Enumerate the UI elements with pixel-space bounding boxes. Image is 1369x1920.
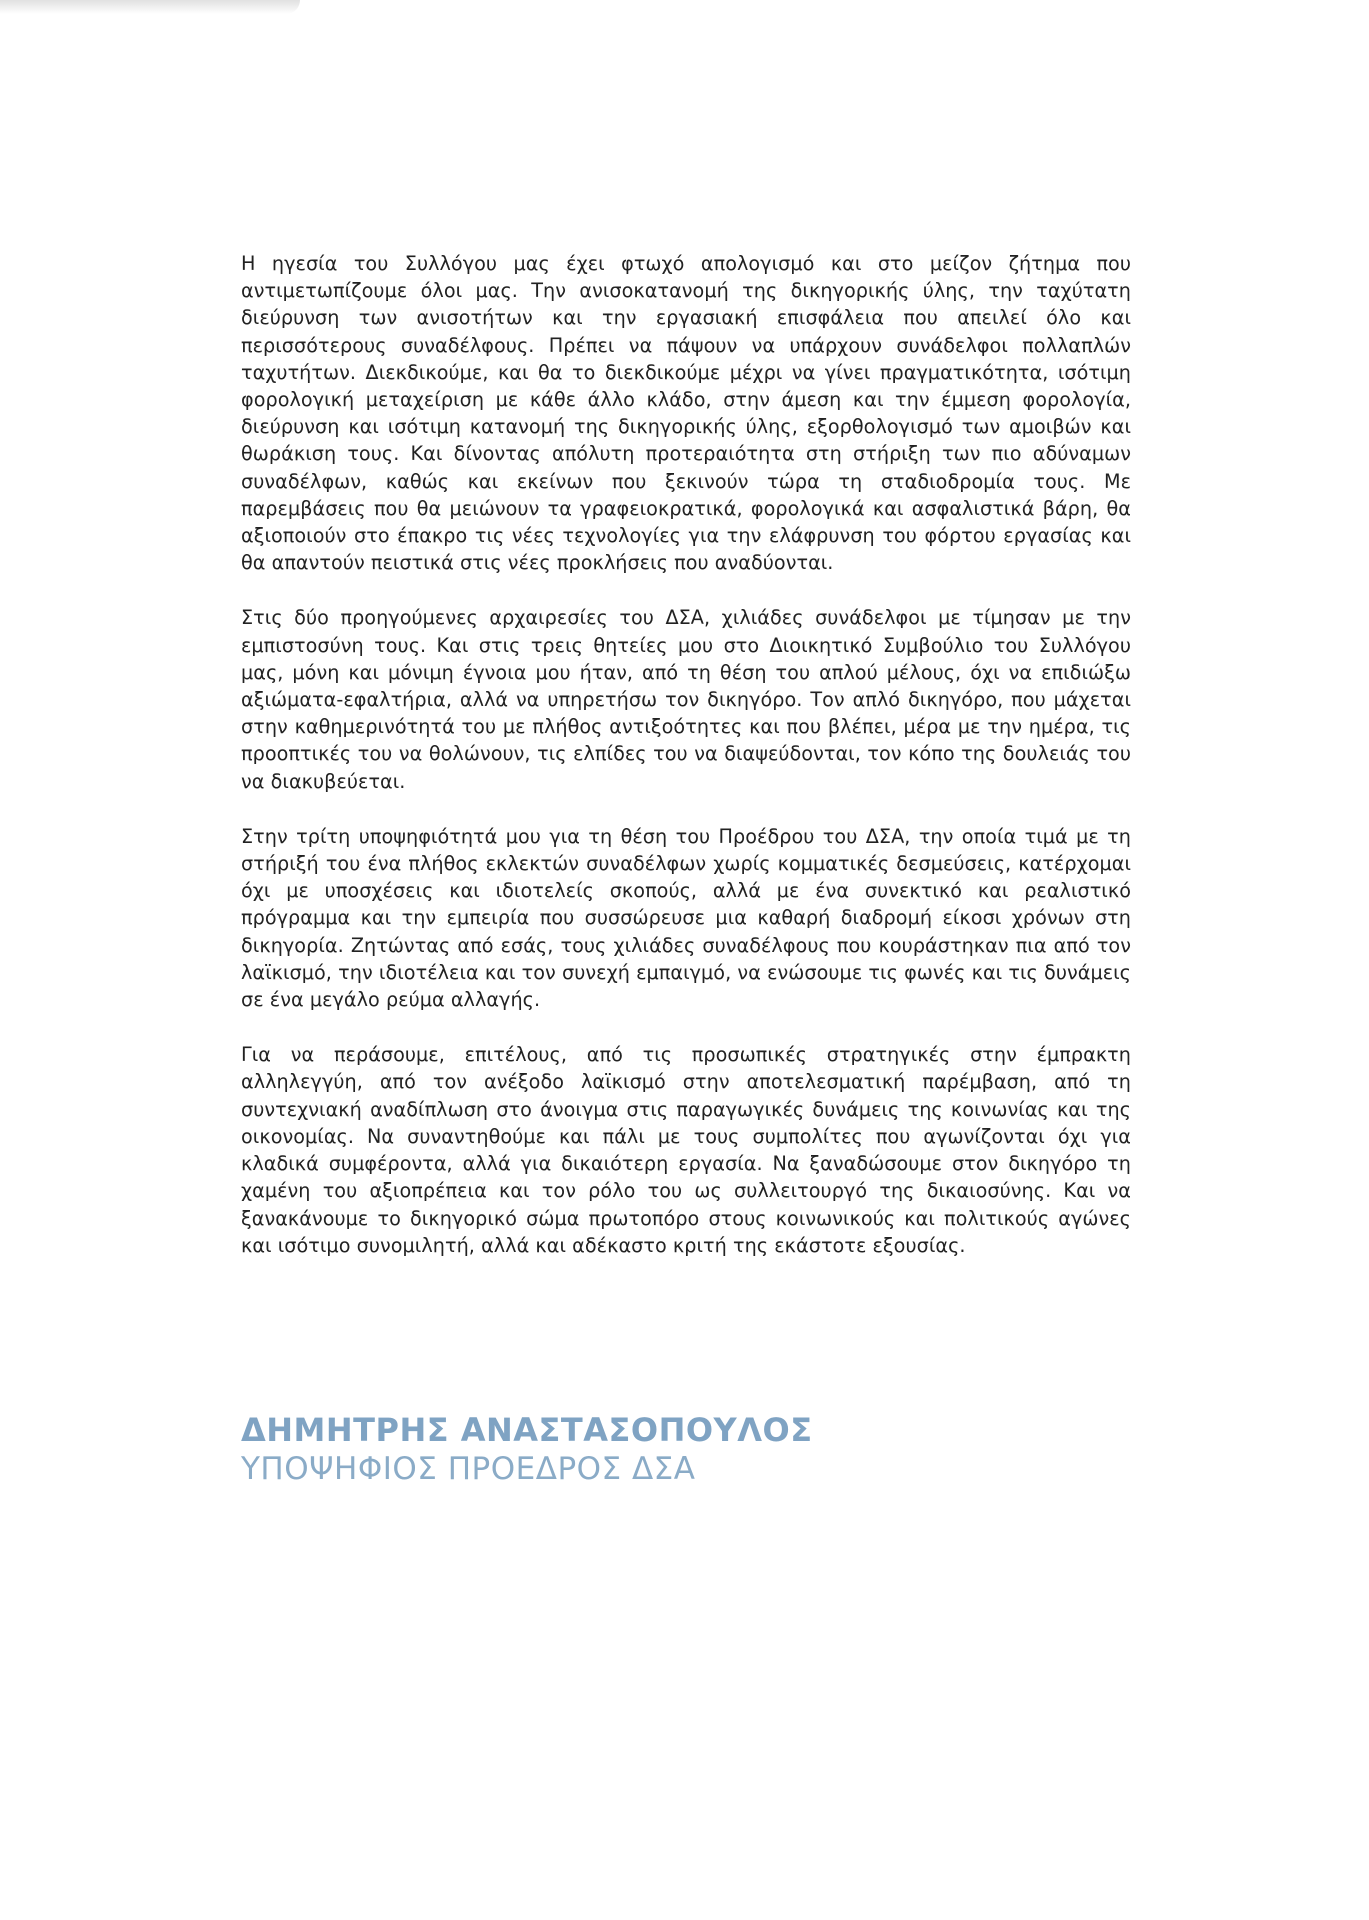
paragraph-3: Στην τρίτη υποψηφιότητά μου για τη θέση του Προέδρου του ΔΣΑ, την οποία τιμά με τη στήριξή του ένα πλήθος εκλεκτών συναδέλφων χωρίς κομματικές δεσμεύσεις, κατέρχομαι όχι με υποσχέσεις και ιδιοτελείς σκοπούς, αλλά με ένα συνεκτικό και ρεαλιστικό πρόγραμμα και την εμπειρία που συσσώρευσε μια καθαρή διαδρομή είκοσι χρόνων στη δικηγορία. Ζητώντας από εσάς, τους χιλιάδες συναδέλφους που κουράστηκαν πια από τον λαϊκισμό, την ιδιοτέλεια και τον συνεχή εμπαιγμό, να ενώσουμε τις φωνές και τις δυνάμεις σε ένα μεγάλο ρεύμα αλλαγής. [241, 824, 1131, 1012]
document-body [241, 250, 1131, 1287]
paragraph-2: Στις δύο προηγούμενες αρχαιρεσίες του ΔΣΑ, χιλιάδες συνάδελφοι με τίμησαν με την εμπιστοσύνη τους. Και στις τρεις θητείες μου στο Διοικητικό Συμβούλιο του Συλλόγου μας, μόνη και μόνιμη έγνοια μου ήταν, από τη θέση του απλού μέλους, όχι να επιδιώξω αξιώματα-εφαλτήρια, αλλά να υπηρετήσω τον δικηγόρο. Τον απλό δικηγόρο, που μάχεται στην καθημερινότητά του με πλήθος αντιξοότητες και που βλέπει, μέρα με την ημέρα, τις προοπτικές του να θολώνουν, τις ελπίδες του να διαψεύδονται, τον κόπο της δουλειάς του να διακυβεύεται. [241, 606, 1131, 793]
scan-shadow [0, 0, 300, 14]
signature-block [241, 1410, 813, 1488]
paragraph-1: Η ηγεσία του Συλλόγου μας έχει φτωχό απολογισμό και στο μείζον ζήτημα που αντιμετωπίζουμε όλοι μας. Την ανισοκατανομή της δικηγορικής ύλης, την ταχύτατη διεύρυνση των ανισοτήτων και την εργασιακή επισφάλεια που απειλεί όλο και περισσότερους συναδέλφους. Πρέπει να πάψουν να υπάρχουν συνάδελφοι πολλαπλών ταχυτήτων. Διεκδικούμε, και θα το διεκδικούμε μέχρι να γίνει πραγματικότητα, ισότιμη φορολογική μεταχείριση με κάθε άλλο κλάδο, στην άμεση και την έμμεση φορολογία, διεύρυνση και ισότιμη κατανομή της δικηγορικής ύλης, εξορθολογισμό των αμοιβών και θωράκιση τους. Και δίνοντας απόλυτη προτεραιότητα στη στήριξη των πιο αδύναμων συναδέλφων, καθώς και εκείνων που ξεκινούν τώρα τη σταδιοδρομία τους. Με παρεμβάσεις που θα μειώνουν τα γραφειοκρατικά, φορολογικά και ασφαλιστικά βάρη, θα αξιοποιούν στο έπακρο τις νέες τεχνολογίες για την ελάφρυνση του φόρτου εργασίας και θα απαντούν πειστικά στις νέες προκλήσεις που αναδύονται. [241, 252, 1131, 575]
signature-title: ΥΠΟΨΗΦΙΟΣ ΠΡΟΕΔΡΟΣ ΔΣΑ [241, 1451, 696, 1487]
paragraph-4: Για να περάσουμε, επιτέλους, από τις προσωπικές στρατηγικές στην έμπρακτη αλληλεγγύη, από τον ανέξοδο λαϊκισμό στην αποτελεσματική παρέμβαση, από τη συντεχνιακή αναδίπλωση στο άνοιγμα στις παραγωγικές δυνάμεις της κοινωνίας και της οικονομίας. Να συναντηθούμε και πάλι με τους συμπολίτες που αγωνίζονται όχι για κλαδικά συμφέροντα, αλλά για δικαιότερη εργασία. Να ξαναδώσουμε στον δικηγόρο τη χαμένη του αξιοπρέπεια και τον ρόλο του ως συλλειτουργό της δικαιοσύνης. Και να ξανακάνουμε το δικηγορικό σώμα πρωτοπόρο στους κοινωνικούς και πολιτικούς αγώνες και ισότιμο συνομιλητή, αλλά και αδέκαστο κριτή της εκάστοτε εξουσίας. [241, 1043, 1131, 1257]
signature-name: ΔΗΜΗΤΡΗΣ ΑΝΑΣΤΑΣΟΠΟΥΛΟΣ [241, 1411, 813, 1449]
